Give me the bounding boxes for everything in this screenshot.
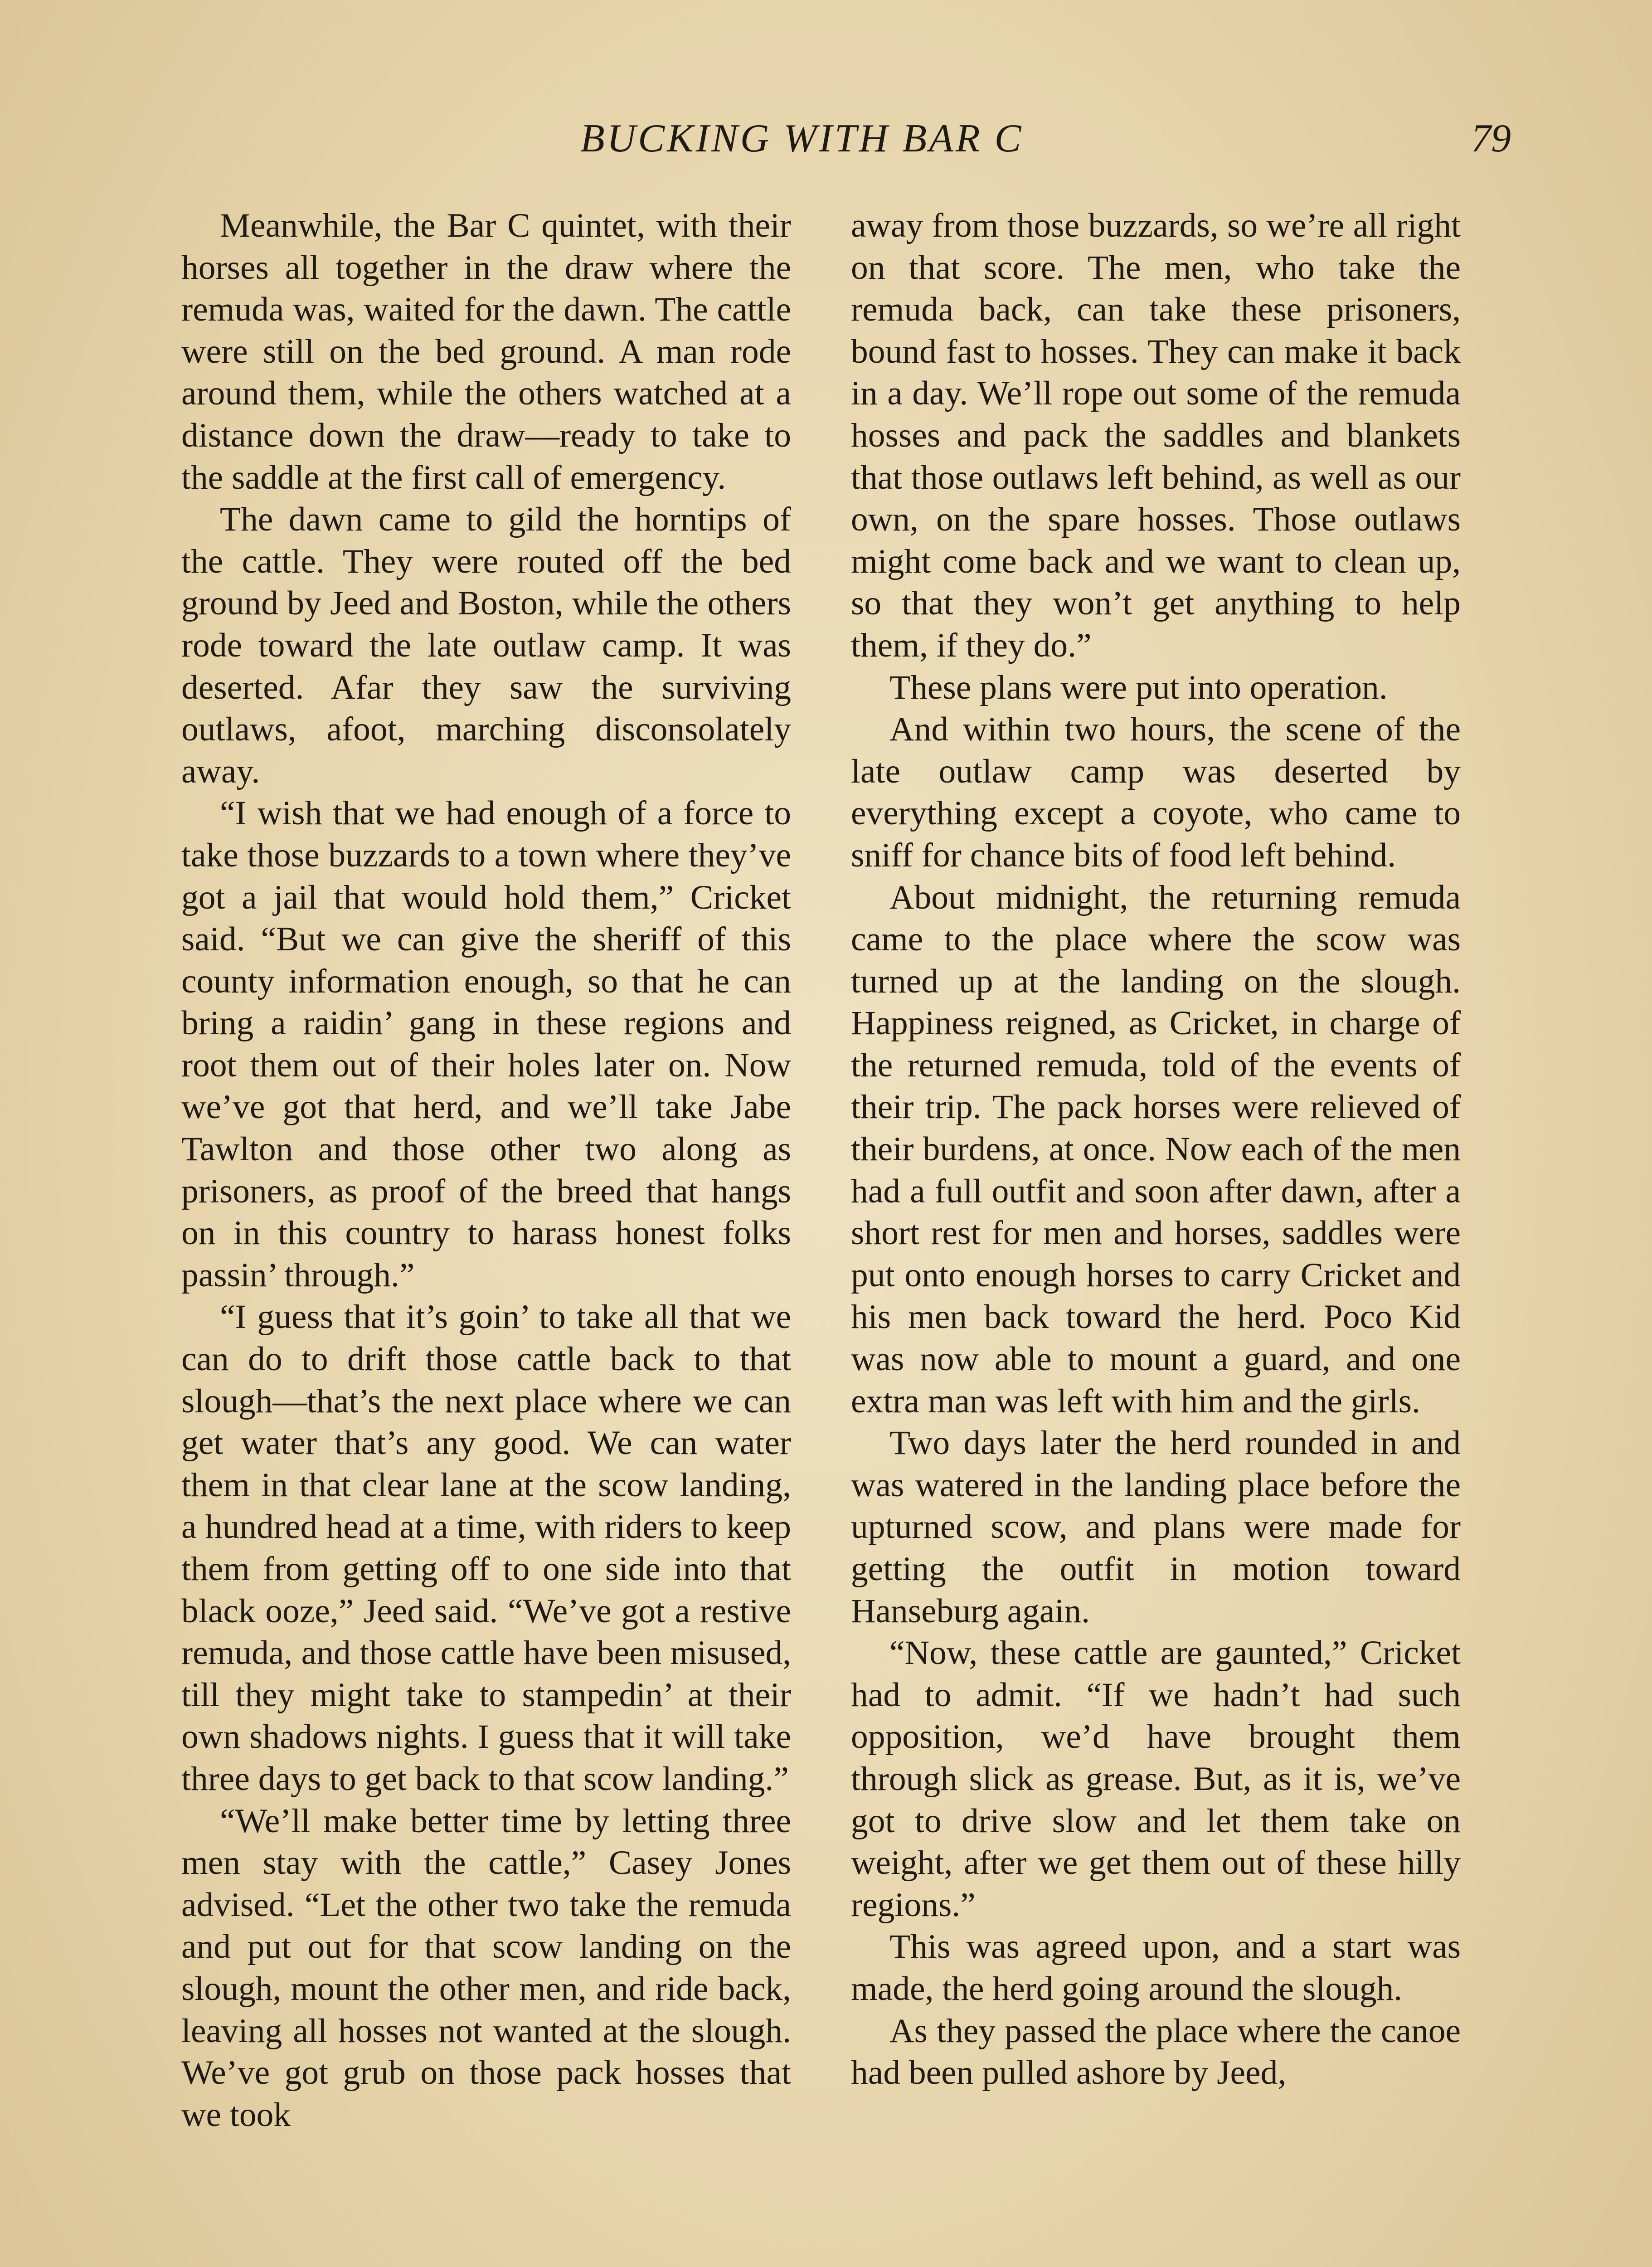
running-title: BUCKING WITH BAR C — [580, 117, 1024, 161]
paragraph: About midnight, the returning remuda came to the place where the scow was turned up at the landing on the slough. Happiness reigned, as Cricket, in charge of the returned remuda, told of the events of their trip. The pack horses were relieved of their burdens, at once. Now each of the men had a full outfit and soon after dawn, after a short rest for men and horses, saddles were put onto enough horses to carry Cricket and his men back toward the herd. Poco Kid was now able to mount a guard, and one extra man was left with him and the girls. — [851, 878, 1461, 1420]
paragraph: Two days later the herd rounded in and was watered in the landing place before the upturned scow, and plans were made for getting the outfit in motion toward Hanseburg again. — [851, 1424, 1461, 1630]
paragraph: “I guess that it’s goin’ to take all that we can do to drift those cattle back to that slough—that’s the next place where we can get water that’s any good. We can water them in that clear lane at the scow landing, a hundred head at a time, with riders to keep them from getting off to one side into that black ooze,” Jeed said. “We’ve got a restive remuda, and those cattle have been misused, till they might take to stampedin’ at their own shadows nights. I guess that it will take three days to get back to that scow landing.” — [181, 1298, 791, 1798]
paragraph: This was agreed upon, and a start was made, the herd going around the slough. — [851, 1928, 1461, 2008]
paragraph: “Now, these cattle are gaunted,” Cricket had to admit. “If we hadn’t had such opposition, we’d have brought them through slick as grease. But, as it is, we’ve got to drive slow and let them take on weight, after we get them out of these hilly regions.” — [851, 1634, 1461, 1924]
paragraph: “I wish that we had enough of a force to take those buzzards to a town where they’ve got a jail that would hold them,” Cricket said. “But we can give the sheriff of this county information enough, so that he can bring a raidin’ gang in these regions and root them out of their holes later on. Now we’ve got that herd, and we’ll take Jabe Tawlton and those other two along as prisoners, as proof of the breed that hangs on in this country to harass honest folks passin’ through.” — [181, 794, 791, 1294]
paragraph: As they passed the place where the canoe had been pulled ashore by Jeed, — [851, 2012, 1461, 2092]
left-column — [181, 205, 791, 2136]
paragraph-continuation: away from those buzzards, so we’re all right on that score. The men, who take the remuda back, can take these prisoners, bound fast to hosses. They can make it back in a day. We’ll rope out some of the remuda hosses and pack the saddles and blankets that those outlaws left behind, as well as our own, on the spare hosses. Those outlaws might come back and we want to clean up, so that they won’t get anything to help them, if they do.” — [851, 207, 1461, 664]
paragraph: “We’ll make better time by letting three men stay with the cattle,” Casey Jones advised. “Let the other two take the remuda and put out for that scow landing on the slough, mount the other men, and ride back, leaving all hosses not wanted at the slough. We’ve got grub on those pack hosses that we took — [181, 1802, 791, 2134]
paragraph: Meanwhile, the Bar C quintet, with their horses all together in the draw where the remuda was, waited for the dawn. The cattle were still on the bed ground. A man rode around them, while the others watched at a distance down the draw—ready to take to the saddle at the first call of emergency. — [181, 207, 791, 496]
page-number: 79 — [1471, 117, 1511, 161]
running-head — [0, 116, 1652, 165]
right-column — [851, 205, 1461, 2094]
paragraph: These plans were put into operation. — [889, 668, 1388, 706]
paragraph: And within two hours, the scene of the late outlaw camp was deserted by everything except a coyote, who came to sniff for chance bits of food left behind. — [851, 710, 1461, 874]
paragraph: The dawn came to gild the horntips of the cattle. They were routed off the bed ground by Jeed and Boston, while the others rode toward the late outlaw camp. It was deserted. Afar they saw the surviving outlaws, afoot, marching disconsolately away. — [181, 501, 791, 790]
